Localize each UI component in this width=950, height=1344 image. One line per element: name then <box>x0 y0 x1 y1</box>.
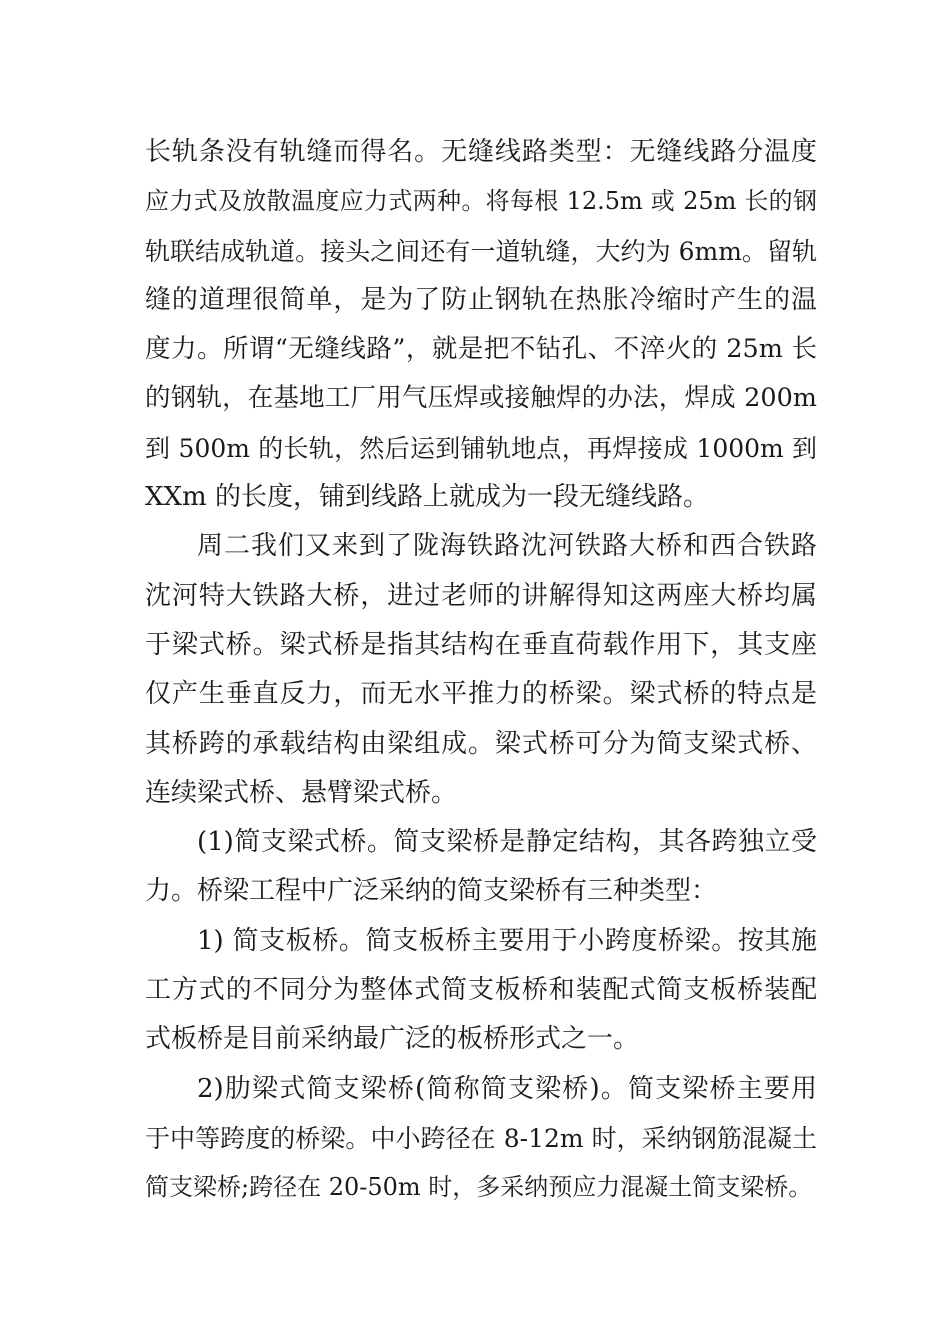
text-line: 沈河特大铁路大桥，进过老师的讲解得知这两座大桥均属 <box>145 580 817 611</box>
text-line: 连续梁式桥、悬臂梁式桥。 <box>145 777 458 808</box>
text-line: (1)简支梁式桥。简支梁桥是静定结构，其各跨独立受 <box>197 827 817 858</box>
text-line: 式板桥是目前采纳最广泛的板桥形式之一。 <box>145 1024 640 1055</box>
text-line: 缝的道理很简单，是为了防止钢轨在热胀冷缩时产生的温 <box>145 284 817 315</box>
document-body <box>145 128 817 1213</box>
text-line: 力。桥梁工程中广泛采纳的简支梁桥有三种类型： <box>145 876 718 907</box>
text-line: 简支梁桥;跨径在 20-50m 时，多采纳预应力混凝土简支梁桥。 <box>145 1173 813 1202</box>
text-line: 轨联结成轨道。接头之间还有一道轨缝，大约为 6mm。留轨 <box>145 236 817 266</box>
text-line: 长轨条没有轨缝而得名。无缝线路类型：无缝线路分温度 <box>145 137 817 167</box>
text-line: 于中等跨度的桥梁。中小跨径在 8-12m 时，采纳钢筋混凝土 <box>145 1123 817 1153</box>
text-line: 的钢轨，在基地工厂用气压焊或接触焊的办法，焊成 200m <box>145 383 817 414</box>
text-line: 应力式及放散温度应力式两种。将每根 12.5m 或 25m 长的钢 <box>145 187 817 216</box>
text-line: XXm 的长度，铺到线路上就成为一段无缝线路。 <box>145 482 709 513</box>
text-line: 其桥跨的承载结构由梁组成。梁式桥可分为简支梁式桥、 <box>145 728 817 759</box>
text-line: 于梁式桥。梁式桥是指其结构在垂直荷载作用下，其支座 <box>145 629 817 660</box>
text-line: 度力。所谓“无缝线路”，就是把不钻孔、不淬火的 25m 长 <box>145 334 817 365</box>
text-line: 工方式的不同分为整体式简支板桥和装配式简支板桥装配 <box>145 975 817 1006</box>
text-line: 1) 简支板桥。简支板桥主要用于小跨度桥梁。按其施 <box>197 925 817 956</box>
text-line: 2)肋梁式简支梁桥(简称简支梁桥)。简支梁桥主要用 <box>197 1073 817 1104</box>
text-line: 仅产生垂直反力，而无水平推力的桥梁。梁式桥的特点是 <box>145 679 817 710</box>
text-line: 到 500m 的长轨，然后运到铺轨地点，再焊接成 1000m 到 <box>145 433 817 463</box>
text-line: 周二我们又来到了陇海铁路沈河铁路大桥和西合铁路 <box>197 531 817 562</box>
